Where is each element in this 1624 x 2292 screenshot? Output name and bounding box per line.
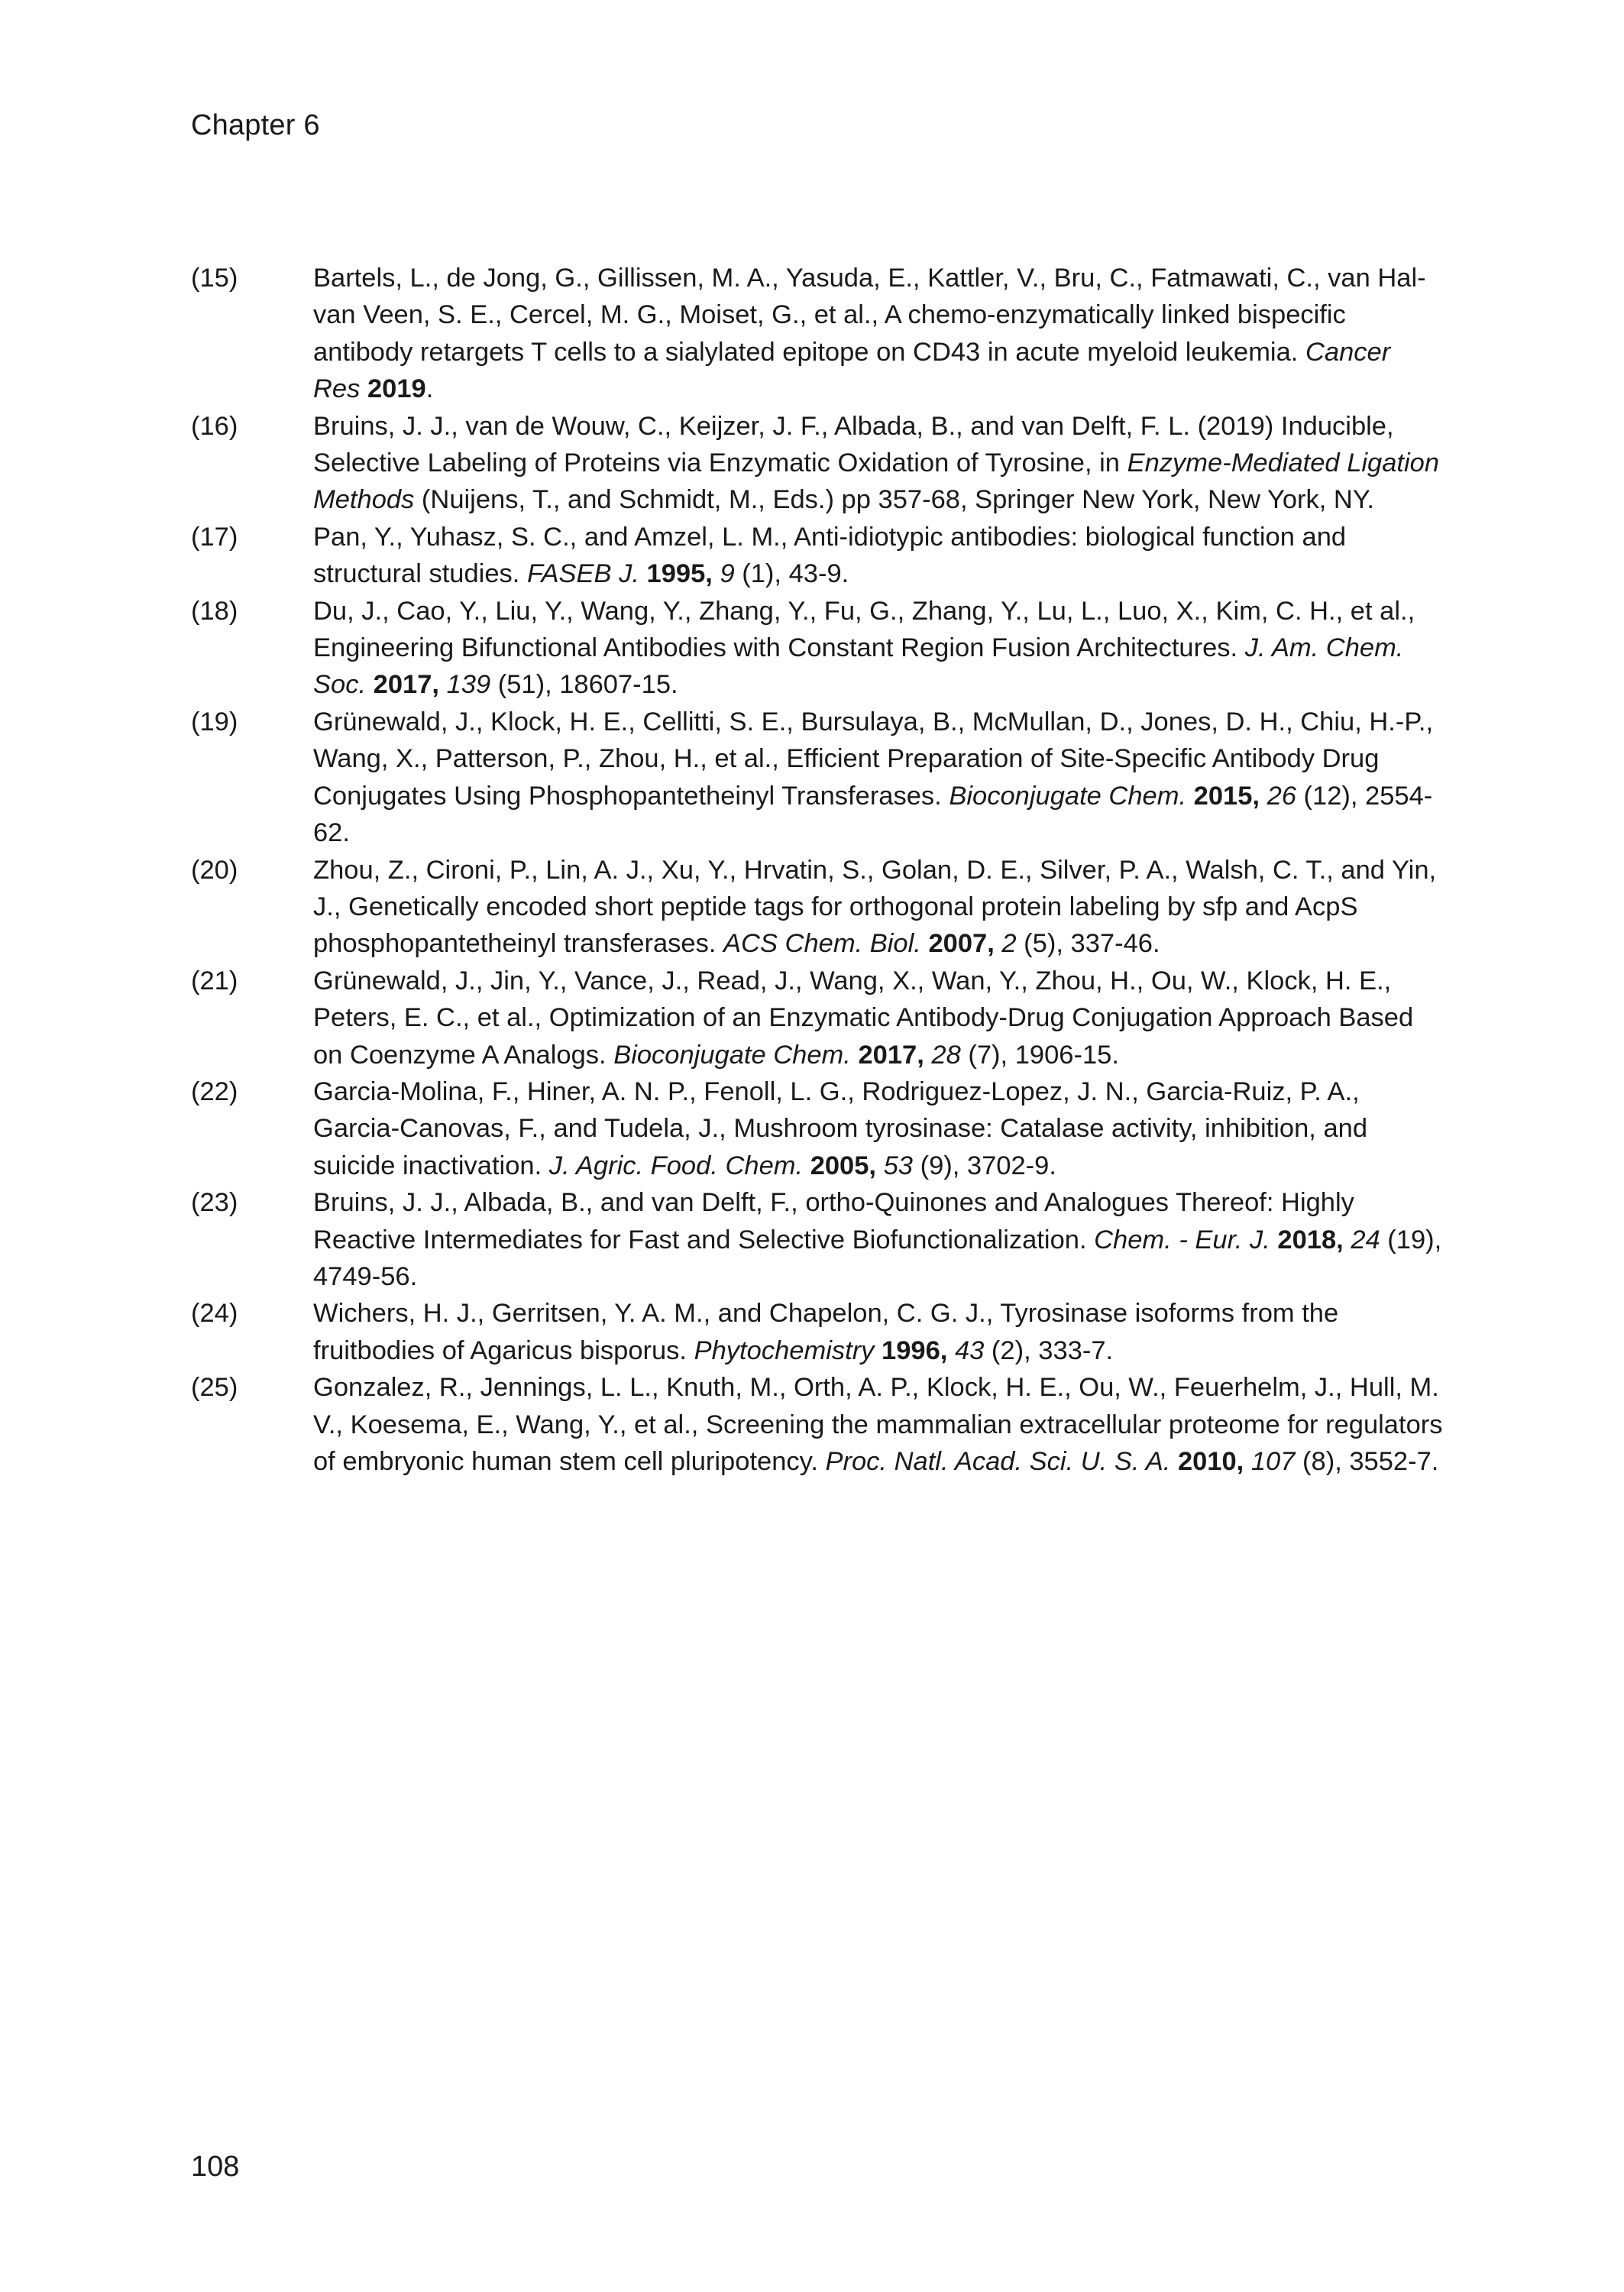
reference-text [313,963,1444,1073]
reference-italic-text: J. Am. Chem. Soc. [313,633,1404,700]
reference-segment [1270,1225,1278,1254]
reference-text [313,593,1444,704]
reference-segment [803,1151,810,1180]
reference-italic-text: Bioconjugate Chem. [613,1040,851,1070]
reference-number: (19) [191,707,238,736]
reference-text [313,1369,1444,1480]
reference-number: (17) [191,522,238,552]
reference-number: (25) [191,1373,238,1403]
reference-segment [947,1336,955,1365]
reference-italic-text: 107 [1250,1447,1296,1476]
reference-number: (18) [191,596,238,626]
reference-segment [1170,1447,1178,1476]
reference-year: 2019 [367,374,426,404]
reference-text [313,704,1444,852]
reference-number: (15) [191,264,238,293]
reference-italic-text: 26 [1267,781,1296,811]
reference-segment [874,1336,882,1365]
reference-segment: Du, J., Cao, Y., Liu, Y., Wang, Y., Zhang, Y., Fu, G., Zhang, Y., Lu, L., Luo, X., Kim, C. H., et al., Engineering Bifunctional Antibodies with Constant Region Fusion Architectures. [313,596,1415,663]
reference-segment: (12), 2554-62. [313,781,1433,848]
reference-italic-text: FASEB J. [526,559,639,589]
reference-italic-text: J. Agric. Food. Chem. [548,1151,804,1180]
reference-segment [439,670,447,699]
reference-segment: (5), 337-46. [1016,929,1160,959]
reference-text [313,260,1444,408]
reference-segment: Pan, Y., Yuhasz, S. C., and Amzel, L. M., Anti-idiotypic antibodies: biological function and structural studies. [313,522,1347,589]
reference-number: (21) [191,966,238,995]
reference-year: 2005, [810,1151,877,1180]
reference-segment [995,929,1002,958]
reference-item [191,260,1444,408]
reference-item [191,519,1444,593]
reference-segment [366,670,374,699]
reference-number: (16) [191,411,238,441]
reference-item [191,852,1444,963]
reference-segment: (9), 3702-9. [913,1151,1056,1180]
reference-number: (24) [191,1299,238,1329]
reference-year: 2015, [1193,781,1260,811]
page-number: 108 [191,2151,240,2183]
reference-segment: (1), 43-9. [734,559,849,589]
reference-segment [639,559,647,588]
reference-year: 2017, [373,670,439,700]
reference-text [313,408,1444,519]
reference-segment [360,374,367,403]
reference-year: 2018, [1277,1225,1344,1254]
reference-item [191,1184,1444,1295]
reference-text [313,1295,1444,1369]
reference-segment: . [425,374,434,404]
reference-text [313,519,1444,593]
reference-segment [924,1041,932,1070]
reference-italic-text: Enzyme-Mediated Ligation Methods [313,448,1440,515]
reference-segment [1260,782,1267,811]
reference-segment [1344,1225,1351,1254]
reference-segment [876,1151,884,1180]
reference-italic-text: 2 [1001,929,1017,959]
running-header: Chapter 6 [191,109,320,141]
reference-italic-text: Phytochemistry [694,1335,875,1365]
reference-segment: Bruins, J. J., van de Wouw, C., Keijzer, J. F., Albada, B., and van Delft, F. L. (2019) Inducible, Selective Labeling of Proteins via Enzymatic Oxidation of Tyrosine, in [313,411,1394,478]
reference-segment: (7), 1906-15. [960,1040,1119,1070]
reference-list [191,260,1444,1480]
reference-italic-text: 53 [883,1151,913,1180]
reference-year: 1995, [646,559,713,589]
reference-segment: (19), 4749-56. [313,1225,1442,1291]
reference-item [191,408,1444,519]
reference-number: (22) [191,1076,238,1106]
reference-segment [1244,1447,1251,1476]
reference-year: 2017, [858,1040,924,1070]
reference-segment: Wichers, H. J., Gerritsen, Y. A. M., and Chapelon, C. G. J., Tyrosinase isoforms from the fruitbodies of Agaricus bisporus. [313,1299,1339,1365]
reference-italic-text: 24 [1351,1225,1380,1254]
reference-text [313,1073,1444,1184]
reference-number: (20) [191,855,238,885]
reference-year: 2010, [1177,1447,1244,1476]
reference-segment: Bruins, J. J., Albada, B., and van Delft, F., ortho-Quinones and Analogues Thereof: Highly Reactive Intermediates for Fast and Selective Biofunctionalization. [313,1188,1354,1254]
reference-item [191,963,1444,1073]
reference-year: 1996, [882,1335,948,1365]
reference-segment: Grünewald, J., Jin, Y., Vance, J., Read, J., Wang, X., Wan, Y., Zhou, H., Ou, W., Klock, H. E., Peters, E. C., et al., Optimization of an Enzymatic Antibody-Drug Conjugation Approach Based on Coenzyme A Analogs. [313,966,1414,1070]
reference-item [191,1073,1444,1184]
reference-italic-text: 43 [954,1335,985,1365]
reference-segment: Gonzalez, R., Jennings, L. L., Knuth, M., Orth, A. P., Klock, H. E., Ou, W., Feuerhelm, J., Hull, M. V., Koesema, E., Wang, Y., et al., Screening the mammalian extracellular proteome for regulators of embryonic human stem cell pluripotency. [313,1373,1443,1476]
reference-italic-text: ACS Chem. Biol. [723,929,921,959]
reference-item [191,1295,1444,1369]
reference-segment: (8), 3552-7. [1295,1447,1439,1476]
reference-segment: (Nuijens, T., and Schmidt, M., Eds.) pp 357-68, Springer New York, New York, NY. [414,485,1375,515]
reference-number: (23) [191,1188,238,1218]
reference-year: 2007, [928,929,995,959]
reference-segment: Grünewald, J., Klock, H. E., Cellitti, S. E., Bursulaya, B., McMullan, D., Jones, D. H., Chiu, H.-P., Wang, X., Patterson, P., Zhou, H., et al., Efficient Preparation of Site-Specific Antibody Drug Conjugates Using Phosphopantetheinyl Transferases. [313,707,1434,811]
reference-item [191,593,1444,704]
reference-segment: Bartels, L., de Jong, G., Gillissen, M. A., Yasuda, E., Kattler, V., Bru, C., Fatmawati, C., van Hal-van Veen, S. E., Cercel, M. G., Moiset, G., et al., A chemo-enzymatically linked bispecific antibody retargets T cells to a sialylated epitope on CD43 in acute myeloid leukemia. [313,264,1426,367]
reference-segment: (2), 333-7. [984,1335,1114,1365]
reference-text [313,852,1444,963]
reference-italic-text: Proc. Natl. Acad. Sci. U. S. A. [825,1447,1171,1476]
reference-segment [1186,782,1194,811]
reference-text [313,1184,1444,1295]
reference-segment: Zhou, Z., Cironi, P., Lin, A. J., Xu, Y., Hrvatin, S., Golan, D. E., Silver, P. A., Walsh, C. T., and Yin, J., Genetically encoded short peptide tags for orthogonal protein labeling by sfp and AcpS phosphopantetheinyl transferases. [313,855,1437,959]
reference-italic-text: Cancer Res [313,337,1391,404]
reference-item [191,704,1444,852]
reference-italic-text: 9 [720,559,735,589]
reference-italic-text: Bioconjugate Chem. [949,781,1187,811]
reference-italic-text: 28 [931,1040,961,1070]
reference-italic-text: Chem. - Eur. J. [1094,1225,1270,1254]
reference-segment: (51), 18607-15. [490,670,678,700]
reference-item [191,1369,1444,1480]
reference-segment: Garcia-Molina, F., Hiner, A. N. P., Fenoll, L. G., Rodriguez-Lopez, J. N., Garcia-Ruiz, P. A., Garcia-Canovas, F., and Tudela, J., Mushroom tyrosinase: Catalase activity, inhibition, and suicide inactivation. [313,1076,1368,1180]
reference-italic-text: 139 [446,670,491,700]
